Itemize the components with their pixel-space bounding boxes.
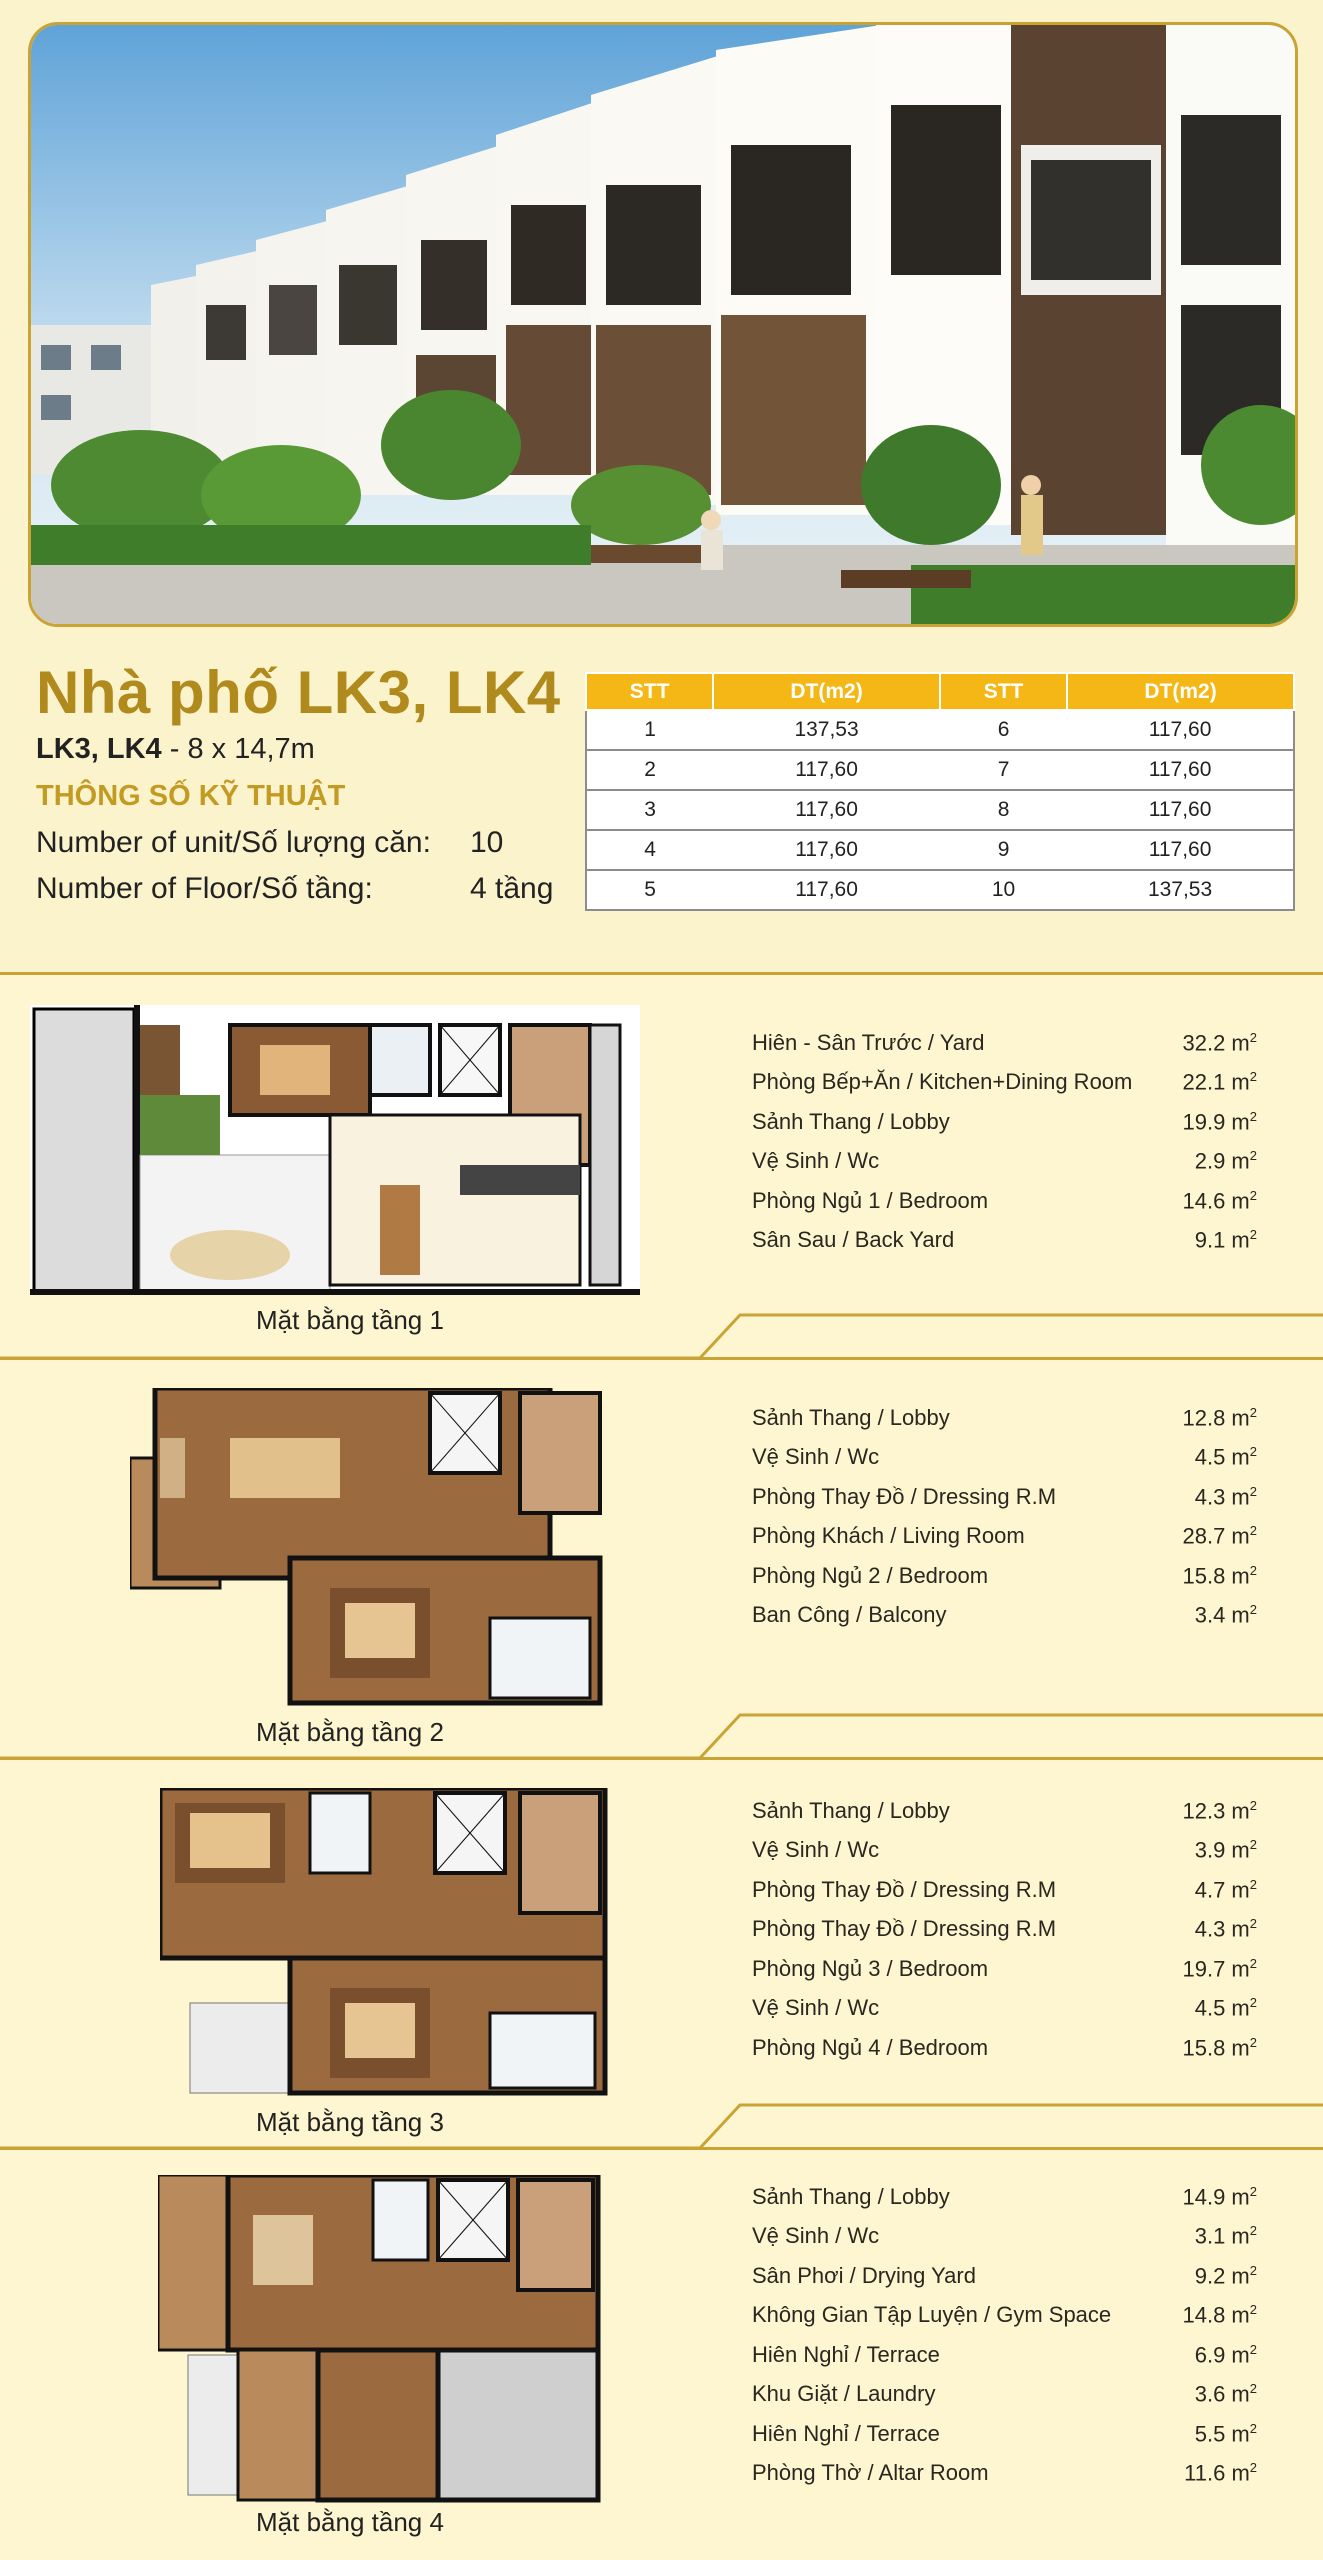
unit-superscript: 2 (1249, 1523, 1257, 1539)
room-area-value: 4.5 m (1194, 1444, 1250, 1470)
room-name: Hiên Nghỉ / Terrace (752, 2341, 940, 2367)
lot-codes: LK3, LK4 (36, 733, 162, 765)
room-row (752, 1596, 1257, 1636)
project-subtitle (36, 733, 315, 766)
room-area-value: 11.6 m (1184, 2460, 1250, 2486)
room-area-value: 15.8 m (1182, 2034, 1250, 2060)
room-row (752, 2256, 1257, 2296)
table-cell: 1 (586, 710, 713, 750)
room-area-value: 2.9 m (1194, 1148, 1250, 1174)
room-area-value: 3.1 m (1194, 2223, 1250, 2249)
room-name: Sảnh Thang / Lobby (752, 1404, 950, 1430)
floor-caption: Mặt bằng tầng 3 (256, 2107, 444, 2137)
room-row (752, 1023, 1257, 1063)
room-area-value: 19.7 m (1182, 1955, 1250, 1981)
table-cell: 137,53 (713, 710, 940, 750)
units-value: 10 (470, 826, 504, 859)
unit-superscript: 2 (1249, 1148, 1257, 1164)
spec-heading: THÔNG SỐ KỸ THUẬT (36, 780, 346, 812)
table-cell: 117,60 (713, 750, 940, 790)
floor-caption: Mặt bằng tầng 4 (256, 2507, 444, 2537)
table-row (586, 710, 1294, 750)
room-name: Hiên - Sân Trước / Yard (752, 1029, 985, 1055)
unit-superscript: 2 (1249, 1069, 1257, 1085)
room-name: Sảnh Thang / Lobby (752, 1108, 950, 1134)
room-area-value: 12.3 m (1182, 1797, 1250, 1823)
room-area-value: 3.6 m (1194, 2381, 1250, 2407)
room-area (1195, 2263, 1257, 2289)
room-row (752, 1949, 1257, 1989)
room-area (1195, 1227, 1257, 1253)
room-name: Ban Công / Balcony (752, 1602, 947, 1628)
room-area-value: 14.8 m (1182, 2302, 1250, 2328)
room-name: Phòng Thờ / Altar Room (752, 2460, 989, 2486)
room-name: Vệ Sinh / Wc (752, 1444, 880, 1470)
section-divider (0, 2100, 1323, 2150)
room-row (752, 1870, 1257, 1910)
unit-superscript: 2 (1249, 1797, 1257, 1813)
room-name: Vệ Sinh / Wc (752, 1995, 880, 2021)
floor-caption: Mặt bằng tầng 1 (256, 1305, 444, 1335)
table-row (586, 790, 1294, 830)
unit-superscript: 2 (1249, 1404, 1257, 1420)
floors-value: 4 tầng (470, 872, 554, 905)
room-name: Vệ Sinh / Wc (752, 2223, 880, 2249)
unit-superscript: 2 (1249, 1562, 1257, 1578)
project-title: Nhà phố LK3, LK4 (36, 659, 561, 726)
room-area-value: 4.3 m (1194, 1483, 1250, 1509)
room-name: Phòng Khách / Living Room (752, 1523, 1025, 1549)
room-area-value: 3.4 m (1194, 1602, 1250, 1628)
room-list (752, 2177, 1257, 2493)
table-row (586, 830, 1294, 870)
room-area (1183, 2184, 1258, 2210)
room-row (752, 2335, 1257, 2375)
table-row (586, 750, 1294, 790)
room-row (752, 1910, 1257, 1950)
room-row (752, 2217, 1257, 2257)
table-cell: 5 (586, 870, 713, 910)
table-cell: 4 (586, 830, 713, 870)
room-area (1183, 2302, 1258, 2328)
townhouse-illustration (31, 25, 1298, 627)
room-row (752, 1477, 1257, 1517)
table-cell: 117,60 (713, 870, 940, 910)
unit-superscript: 2 (1249, 1187, 1257, 1203)
room-area-value: 22.1 m (1182, 1069, 1250, 1095)
floor-4-section (0, 2150, 1323, 2560)
room-area (1195, 2342, 1257, 2368)
unit-superscript: 2 (1249, 1876, 1257, 1892)
table-cell: 117,60 (1067, 830, 1294, 870)
table-cell: 9 (940, 830, 1067, 870)
floors-label: Number of Floor/Số tầng: (36, 872, 373, 905)
floor-4-plan (158, 2175, 603, 2505)
room-area (1183, 1405, 1258, 1431)
room-name: Sảnh Thang / Lobby (752, 1797, 950, 1823)
room-area (1195, 2223, 1257, 2249)
room-area-value: 6.9 m (1194, 2341, 1250, 2367)
table-cell: 7 (940, 750, 1067, 790)
room-row (752, 2454, 1257, 2494)
unit-superscript: 2 (1249, 1837, 1257, 1853)
townhouse-render-photo (28, 22, 1298, 627)
unit-superscript: 2 (1249, 2262, 1257, 2278)
unit-superscript: 2 (1249, 2223, 1257, 2239)
room-area (1183, 1523, 1258, 1549)
unit-superscript: 2 (1249, 2341, 1257, 2357)
table-cell: 8 (940, 790, 1067, 830)
room-name: Sảnh Thang / Lobby (752, 2183, 950, 2209)
room-area (1183, 1109, 1258, 1135)
table-row (586, 870, 1294, 910)
room-name: Khu Giặt / Laundry (752, 2381, 936, 2407)
room-name: Phòng Thay Đồ / Dressing R.M (752, 1916, 1057, 1942)
unit-superscript: 2 (1249, 1444, 1257, 1460)
room-name: Phòng Bếp+Ăn / Kitchen+Dining Room (752, 1069, 1133, 1095)
room-row (752, 1063, 1257, 1103)
room-row (752, 2296, 1257, 2336)
unit-superscript: 2 (1249, 2460, 1257, 2476)
unit-superscript: 2 (1249, 1995, 1257, 2011)
room-row (752, 2414, 1257, 2454)
units-label: Number of unit/Số lượng căn: (36, 826, 431, 859)
room-area (1184, 2460, 1257, 2486)
unit-superscript: 2 (1249, 1916, 1257, 1932)
room-row (752, 1102, 1257, 1142)
room-name: Sân Phơi / Drying Yard (752, 2262, 976, 2288)
room-row (752, 1142, 1257, 1182)
room-name: Vệ Sinh / Wc (752, 1148, 880, 1174)
unit-area-table (585, 672, 1295, 911)
room-area (1195, 1484, 1257, 1510)
room-name: Phòng Ngủ 3 / Bedroom (752, 1955, 989, 1981)
room-area (1195, 2421, 1257, 2447)
room-area-value: 4.7 m (1194, 1876, 1250, 1902)
room-area (1183, 1956, 1258, 1982)
room-name: Vệ Sinh / Wc (752, 1837, 880, 1863)
unit-superscript: 2 (1249, 1483, 1257, 1499)
unit-superscript: 2 (1249, 1602, 1257, 1618)
room-area-value: 32.2 m (1182, 1029, 1250, 1055)
unit-superscript: 2 (1249, 1227, 1257, 1243)
room-row (752, 1221, 1257, 1261)
room-area (1195, 1444, 1257, 1470)
table-cell: 2 (586, 750, 713, 790)
room-area (1183, 1563, 1258, 1589)
room-row (752, 2028, 1257, 2068)
table-cell: 117,60 (1067, 750, 1294, 790)
room-list (752, 1023, 1257, 1260)
room-name: Hiên Nghỉ / Terrace (752, 2420, 940, 2446)
unit-superscript: 2 (1249, 2034, 1257, 2050)
floor-caption: Mặt bằng tầng 2 (256, 1717, 444, 1747)
table-cell: 117,60 (1067, 790, 1294, 830)
unit-superscript: 2 (1249, 1108, 1257, 1124)
col-header: STT (586, 673, 713, 710)
table-cell: 3 (586, 790, 713, 830)
room-name: Phòng Ngủ 1 / Bedroom (752, 1187, 989, 1213)
room-row (752, 1398, 1257, 1438)
room-area-value: 14.6 m (1182, 1187, 1250, 1213)
floor-3-plan (160, 1788, 610, 2098)
room-name: Sân Sau / Back Yard (752, 1227, 955, 1253)
room-area-value: 12.8 m (1182, 1404, 1250, 1430)
room-area (1195, 1916, 1257, 1942)
col-header: DT(m2) (1067, 673, 1294, 710)
room-name: Phòng Thay Đồ / Dressing R.M (752, 1876, 1057, 1902)
table-cell: 117,60 (1067, 710, 1294, 750)
room-area (1195, 1148, 1257, 1174)
floor-1-section (0, 975, 1323, 1360)
room-area-value: 14.9 m (1182, 2183, 1250, 2209)
room-area (1183, 1069, 1258, 1095)
room-list (752, 1398, 1257, 1635)
room-area (1195, 1602, 1257, 1628)
room-area-value: 4.5 m (1194, 1995, 1250, 2021)
room-name: Không Gian Tập Luyện / Gym Space (752, 2302, 1112, 2328)
section-divider (0, 1712, 1323, 1762)
room-row (752, 1791, 1257, 1831)
room-row (752, 1517, 1257, 1557)
room-area (1195, 1995, 1257, 2021)
room-area (1183, 1030, 1258, 1056)
room-row (752, 2375, 1257, 2415)
table-cell: 137,53 (1067, 870, 1294, 910)
table-body (586, 710, 1294, 910)
unit-superscript: 2 (1249, 2183, 1257, 2199)
room-area-value: 3.9 m (1194, 1837, 1250, 1863)
col-header: DT(m2) (713, 673, 940, 710)
room-area (1183, 1798, 1258, 1824)
col-header: STT (940, 673, 1067, 710)
lot-dimensions: - 8 x 14,7m (161, 733, 315, 765)
room-name: Phòng Ngủ 4 / Bedroom (752, 2034, 989, 2060)
floor-3-section (0, 1760, 1323, 2150)
room-name: Phòng Thay Đồ / Dressing R.M (752, 1483, 1057, 1509)
room-area (1195, 2381, 1257, 2407)
project-overview-card (0, 0, 1323, 975)
room-row (752, 1181, 1257, 1221)
table-cell: 6 (940, 710, 1067, 750)
room-area-value: 4.3 m (1194, 1916, 1250, 1942)
room-area (1183, 2035, 1258, 2061)
unit-superscript: 2 (1249, 2381, 1257, 2397)
room-row (752, 2177, 1257, 2217)
room-area (1183, 1188, 1258, 1214)
room-area (1195, 1837, 1257, 1863)
table-cell: 10 (940, 870, 1067, 910)
floor-1-plan (30, 1005, 640, 1295)
room-area-value: 15.8 m (1182, 1562, 1250, 1588)
section-divider (0, 1310, 1323, 1360)
floor-2-plan (130, 1388, 605, 1708)
room-area-value: 28.7 m (1182, 1523, 1250, 1549)
table-cell: 117,60 (713, 790, 940, 830)
floor-2-section (0, 1360, 1323, 1760)
room-row (752, 1438, 1257, 1478)
room-area-value: 9.1 m (1194, 1227, 1250, 1253)
table-cell: 117,60 (713, 830, 940, 870)
room-row (752, 1989, 1257, 2029)
unit-superscript: 2 (1249, 1029, 1257, 1045)
room-list (752, 1791, 1257, 2068)
room-row (752, 1831, 1257, 1871)
room-row (752, 1556, 1257, 1596)
unit-superscript: 2 (1249, 1955, 1257, 1971)
table-header-row (586, 673, 1294, 710)
room-area (1195, 1877, 1257, 1903)
room-area-value: 5.5 m (1194, 2420, 1250, 2446)
room-name: Phòng Ngủ 2 / Bedroom (752, 1562, 989, 1588)
room-area-value: 9.2 m (1194, 2262, 1250, 2288)
unit-superscript: 2 (1249, 2420, 1257, 2436)
unit-superscript: 2 (1249, 2302, 1257, 2318)
room-area-value: 19.9 m (1182, 1108, 1250, 1134)
